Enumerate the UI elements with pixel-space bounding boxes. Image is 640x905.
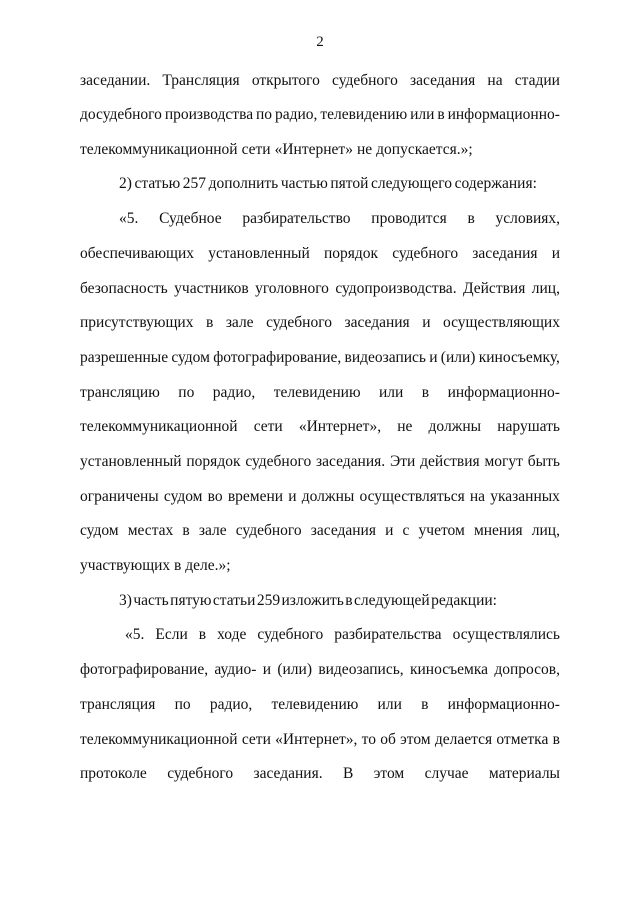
text-word: судебного	[167, 765, 234, 782]
text-word: ходе	[217, 626, 247, 643]
text-word: или	[379, 384, 404, 401]
text-word: об	[380, 731, 396, 748]
text-word: с	[402, 522, 410, 539]
text-word: порядок	[186, 453, 241, 470]
text-word: радио,	[212, 384, 256, 401]
text-word: или	[377, 696, 402, 713]
text-word: или	[410, 106, 435, 123]
text-word: 257	[182, 175, 207, 192]
text-word: статьи	[212, 592, 256, 609]
text-word: и	[288, 488, 297, 505]
text-word: заседания	[472, 245, 538, 262]
text-word: лиц,	[531, 280, 560, 297]
text-line	[80, 417, 560, 437]
text-word: «5.	[119, 210, 139, 227]
text-word: участвующих в деле.»;	[80, 557, 231, 574]
text-word: этом	[373, 765, 405, 782]
text-word: 3)	[119, 592, 132, 609]
text-word: заседания.	[316, 453, 386, 470]
text-word: то	[361, 731, 376, 748]
text-word: в	[552, 731, 560, 748]
text-word: обеспечивающих	[80, 245, 195, 262]
text-word: 259	[256, 592, 281, 609]
text-word: присутствующих	[80, 314, 194, 331]
text-word: стадии	[514, 72, 560, 89]
text-line	[80, 521, 560, 541]
text-line	[80, 383, 560, 403]
text-word: в	[467, 210, 475, 227]
text-word: Судебное	[159, 210, 222, 227]
text-line	[80, 764, 560, 784]
text-word: и	[551, 245, 560, 262]
text-word: допросов,	[494, 661, 560, 678]
text-word: по	[174, 696, 191, 713]
text-word: следующей	[354, 592, 430, 609]
text-word: «Интернет»,	[298, 418, 382, 435]
text-word: следующего	[370, 175, 453, 192]
text-word: телекоммуникационной	[80, 141, 238, 158]
text-word: и	[262, 661, 271, 678]
text-word: (или)	[440, 349, 476, 366]
text-word: сети	[241, 731, 271, 748]
text-line	[80, 313, 560, 333]
text-word: ограничены	[80, 488, 159, 505]
text-word: местах	[127, 522, 174, 539]
text-word: действия	[420, 453, 480, 470]
text-word: мнения	[473, 522, 523, 539]
text-word: фотографирование,	[80, 661, 209, 678]
text-word: этом	[400, 731, 431, 748]
text-line	[80, 71, 560, 91]
text-line	[80, 487, 560, 507]
text-word: разбирательство	[242, 210, 351, 227]
text-word: в	[345, 592, 353, 609]
text-line	[80, 695, 560, 715]
text-line	[80, 660, 560, 680]
text-word: «5.	[125, 626, 145, 643]
text-word: часть	[133, 592, 169, 609]
text-word: заседания	[344, 314, 410, 331]
text-word: пятой	[330, 175, 369, 192]
text-word: в	[421, 696, 429, 713]
text-line	[80, 556, 240, 576]
text-word: производства	[164, 106, 254, 123]
page-number: 2	[316, 34, 324, 50]
text-word: трансляция	[80, 696, 156, 713]
text-word: «Интернет»	[274, 141, 353, 158]
text-word: проводится	[371, 210, 447, 227]
text-word: и	[385, 522, 394, 539]
text-word: содержания:	[454, 175, 537, 192]
text-word: информационно-	[447, 106, 560, 123]
text-line	[80, 279, 560, 299]
text-word: судопроизводства.	[335, 280, 457, 297]
text-word: на	[487, 72, 503, 89]
text-word: и	[429, 349, 438, 366]
text-word: быть	[527, 453, 560, 470]
text-word: уголовного	[255, 280, 329, 297]
text-word: в	[182, 522, 190, 539]
text-word: безопасность	[80, 280, 168, 297]
text-word: осуществляющих	[442, 314, 560, 331]
text-word: информационно-	[447, 696, 560, 713]
text-word: аудио-	[214, 661, 257, 678]
text-word: времени	[227, 488, 284, 505]
text-word: установленный	[208, 245, 310, 262]
text-word: учетом	[418, 522, 465, 539]
text-line	[119, 591, 497, 611]
text-word: допускается.»;	[376, 141, 473, 158]
text-word: радио,	[274, 106, 318, 123]
text-word: на	[469, 488, 486, 505]
text-word: по	[256, 106, 273, 123]
text-word: разбирательства	[334, 626, 442, 643]
text-word: могут	[484, 453, 523, 470]
text-line	[80, 244, 560, 264]
text-word: Эти	[390, 453, 416, 470]
text-word: осуществляться	[359, 488, 465, 505]
text-word: телевидению	[271, 696, 359, 713]
text-word: пятую	[170, 592, 212, 609]
text-word: и	[422, 314, 431, 331]
text-word: осуществлялись	[452, 626, 560, 643]
text-word: зале	[225, 314, 254, 331]
text-word: радио,	[209, 696, 253, 713]
text-word: видеозапись,	[318, 661, 404, 678]
text-word: заседании.	[80, 72, 151, 89]
text-word: заседания	[410, 72, 476, 89]
text-word: установленный	[80, 453, 182, 470]
text-word: трансляцию	[80, 384, 160, 401]
text-word: условиях,	[495, 210, 560, 227]
text-word: делается	[434, 731, 493, 748]
text-word: заседания.	[253, 765, 323, 782]
text-line	[80, 105, 560, 125]
text-word: киносъемка	[409, 661, 488, 678]
text-word: порядок	[323, 245, 379, 262]
text-word: материалы	[488, 765, 560, 782]
text-word: случае	[424, 765, 469, 782]
text-word: судебного	[245, 453, 312, 470]
text-word: судом	[80, 522, 119, 539]
text-word: телевидению	[273, 384, 361, 401]
text-word: открытого	[251, 72, 320, 89]
text-word: указанных	[490, 488, 560, 505]
text-word: разрешенные	[80, 349, 169, 366]
text-word: телевидению	[320, 106, 408, 123]
text-word: по	[178, 384, 195, 401]
text-word: в	[437, 106, 445, 123]
text-line	[80, 348, 560, 368]
text-word: судом	[163, 488, 203, 505]
text-word: нарушать	[497, 418, 560, 435]
text-word: лиц,	[531, 522, 560, 539]
text-word: в	[421, 384, 430, 401]
text-word: досудебного	[80, 106, 162, 123]
text-word: судебного	[392, 245, 459, 262]
text-word: судебного	[257, 626, 324, 643]
text-line	[80, 730, 560, 750]
text-word: 2)	[119, 175, 132, 192]
text-word: киносъемку,	[478, 349, 560, 366]
text-word: должны	[301, 488, 355, 505]
text-line	[80, 140, 473, 160]
text-word: изложить	[281, 592, 344, 609]
text-word: фотографирование,	[213, 349, 342, 366]
text-word: Трансляция	[162, 72, 240, 89]
text-word: информационно-	[447, 384, 560, 401]
text-word: судебного	[235, 522, 302, 539]
text-line	[80, 452, 560, 472]
text-line	[125, 625, 560, 645]
text-word: частью	[280, 175, 328, 192]
text-word: заседания	[310, 522, 376, 539]
text-word: видеозапись	[344, 349, 426, 366]
text-word: судебного	[266, 314, 332, 331]
text-word: не	[397, 418, 413, 435]
text-word: редакции:	[431, 592, 497, 609]
text-word: зале	[198, 522, 227, 539]
text-word: судом	[171, 349, 210, 366]
text-word: телекоммуникационной	[80, 418, 238, 435]
text-word: статью	[134, 175, 181, 192]
text-word: сети	[241, 141, 271, 158]
text-word: в	[198, 626, 207, 643]
text-word: В	[342, 765, 354, 782]
text-word: судебного	[332, 72, 398, 89]
text-word: Действия	[463, 280, 526, 297]
text-word: Если	[155, 626, 188, 643]
text-word: (или)	[277, 661, 312, 678]
text-word: сети	[253, 418, 283, 435]
text-word: «Интернет»,	[275, 731, 358, 748]
text-word: дополнить	[208, 175, 279, 192]
text-word: участников	[174, 280, 249, 297]
text-word: во	[207, 488, 223, 505]
text-word: в	[205, 314, 214, 331]
text-word: не	[356, 141, 373, 158]
text-word: телекоммуникационной	[80, 731, 238, 748]
text-word: отметка	[496, 731, 549, 748]
text-line	[119, 174, 537, 194]
text-word: протоколе	[80, 765, 147, 782]
text-line	[119, 209, 560, 229]
text-word: должны	[428, 418, 482, 435]
